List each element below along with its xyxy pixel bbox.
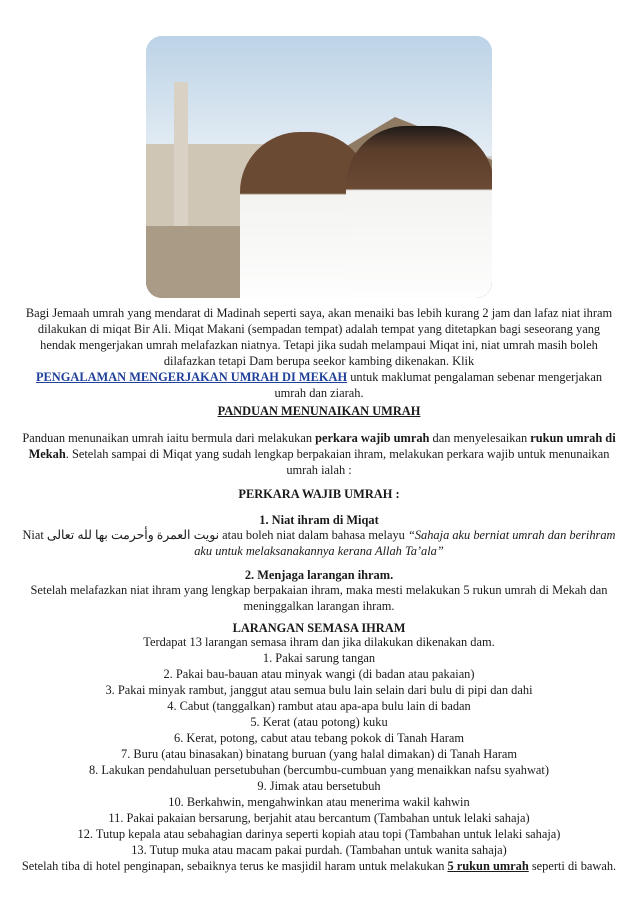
panduan-heading: PANDUAN MENUNAIKAN UMRAH xyxy=(217,404,421,418)
panduan-paragraph xyxy=(20,430,618,478)
larangan-list xyxy=(20,650,618,858)
closing-bold: 5 rukun umrah xyxy=(447,859,529,873)
niat-italic: “Sahaja aku berniat umrah dan berihram aku untuk melaksanakannya kerana Allah Ta’ala” xyxy=(194,528,616,558)
intro-text-2: untuk maklumat pengalaman sebenar mengerjakan umrah dan ziarah. xyxy=(274,370,603,400)
list-item: 7. Buru (atau binasakan) binatang buruan (yang halal dimakan) di Tanah Haram xyxy=(121,747,517,761)
list-item: 4. Cabut (tanggalkan) rambut atau apa-apa bulu lain di badan xyxy=(167,699,471,713)
list-item: 2. Pakai bau-bauan atau minyak wangi (di badan atau pakaian) xyxy=(163,667,475,681)
minaret xyxy=(174,82,188,232)
pilgrims-photo xyxy=(146,36,492,298)
list-item: 12. Tutup kepala atau sebahagian darinya seperti kopiah atau topi (Tambahan untuk lelaki sahaja) xyxy=(77,827,561,841)
wajib-heading: PERKARA WAJIB UMRAH : xyxy=(238,487,400,501)
niat-label: Niat xyxy=(22,528,47,542)
wajib-item-2-text: Setelah melafazkan niat ihram yang lengkap berpakaian ihram, maka mesti melakukan 5 rukun umrah di Mekah dan meninggalkan larangan ihram. xyxy=(30,583,608,613)
list-item: 11. Pakai pakaian bersarung, berjahit atau bercantum (Tambahan untuk lelaki sahaja) xyxy=(108,811,530,825)
niat-mid: atau boleh niat dalam bahasa melayu xyxy=(219,528,408,542)
wajib-item-2: 2. Menjaga larangan ihram. xyxy=(244,568,394,582)
panduan-bold-2: rukun umrah di Mekah xyxy=(28,431,616,461)
list-item: 3. Pakai minyak rambut, janggut atau semua bulu lain selain dari bulu di pipi dan dahi xyxy=(105,683,533,697)
closing-text-a: Setelah tiba di hotel penginapan, sebaiknya terus ke masjidil haram untuk melakukan xyxy=(21,859,448,873)
wajib-item-1: 1. Niat ihram di Miqat xyxy=(259,513,379,527)
list-item: 13. Tutup muka atau macam pakai purdah. (Tambahan untuk wanita sahaja) xyxy=(131,843,507,857)
panduan-text-c: dan menyelesaikan xyxy=(429,431,531,445)
list-item: 8. Lakukan pendahuluan persetubuhan (bercumbu-cumbuan yang menaikkan nafsu syahwat) xyxy=(88,763,550,777)
larangan-intro: Terdapat 13 larangan semasa ihram dan jika dilakukan dikenakan dam. xyxy=(143,635,495,649)
intro-paragraph xyxy=(20,305,618,401)
experience-link[interactable]: PENGALAMAN MENGERJAKAN UMRAH DI MEKAH xyxy=(35,370,348,384)
niat-arabic: نويت العمرة وأحرمت بها لله تعالى xyxy=(46,528,220,542)
list-item: 1. Pakai sarung tangan xyxy=(262,651,376,665)
list-item: 6. Kerat, potong, cabut atau tebang pokok di Tanah Haram xyxy=(174,731,464,745)
list-item: 9. Jimak atau bersetubuh xyxy=(257,779,381,793)
list-item: 5. Kerat (atau potong) kuku xyxy=(250,715,388,729)
niat-paragraph xyxy=(20,527,618,559)
list-item: 10. Berkahwin, mengahwinkan atau menerima wakil kahwin xyxy=(168,795,470,809)
intro-text: Bagi Jemaah umrah yang mendarat di Madinah seperti saya, akan menaiki bas lebih kurang 2 jam dan lafaz niat ihram dilakukan di miqat Bir Ali. Miqat Makani (sempadan tempat) adalah tempat yang ditetapkan bagi seseorang yang hendak mengerjakan umrah melafazkan niatnya. Tetapi jika sudah melampaui Miqat ini, niat umrah masih boleh dilafazkan tetapi Dam berupa seekor kambing dikenakan. Klik xyxy=(25,306,613,368)
larangan-heading: LARANGAN SEMASA IHRAM xyxy=(232,621,406,635)
panduan-text-a: Panduan menunaikan umrah iaitu bermula dari melakukan xyxy=(22,431,316,445)
panduan-bold-1: perkara wajib umrah xyxy=(315,431,430,445)
pilgrim-right xyxy=(346,126,492,298)
panduan-text-d: . Setelah sampai di Miqat yang sudah lengkap berpakaian ihram, melakukan perkara wajib untuk menunaikan umrah ialah : xyxy=(65,447,610,477)
closing-text-c: seperti di bawah. xyxy=(528,859,617,873)
closing-paragraph xyxy=(20,858,618,874)
